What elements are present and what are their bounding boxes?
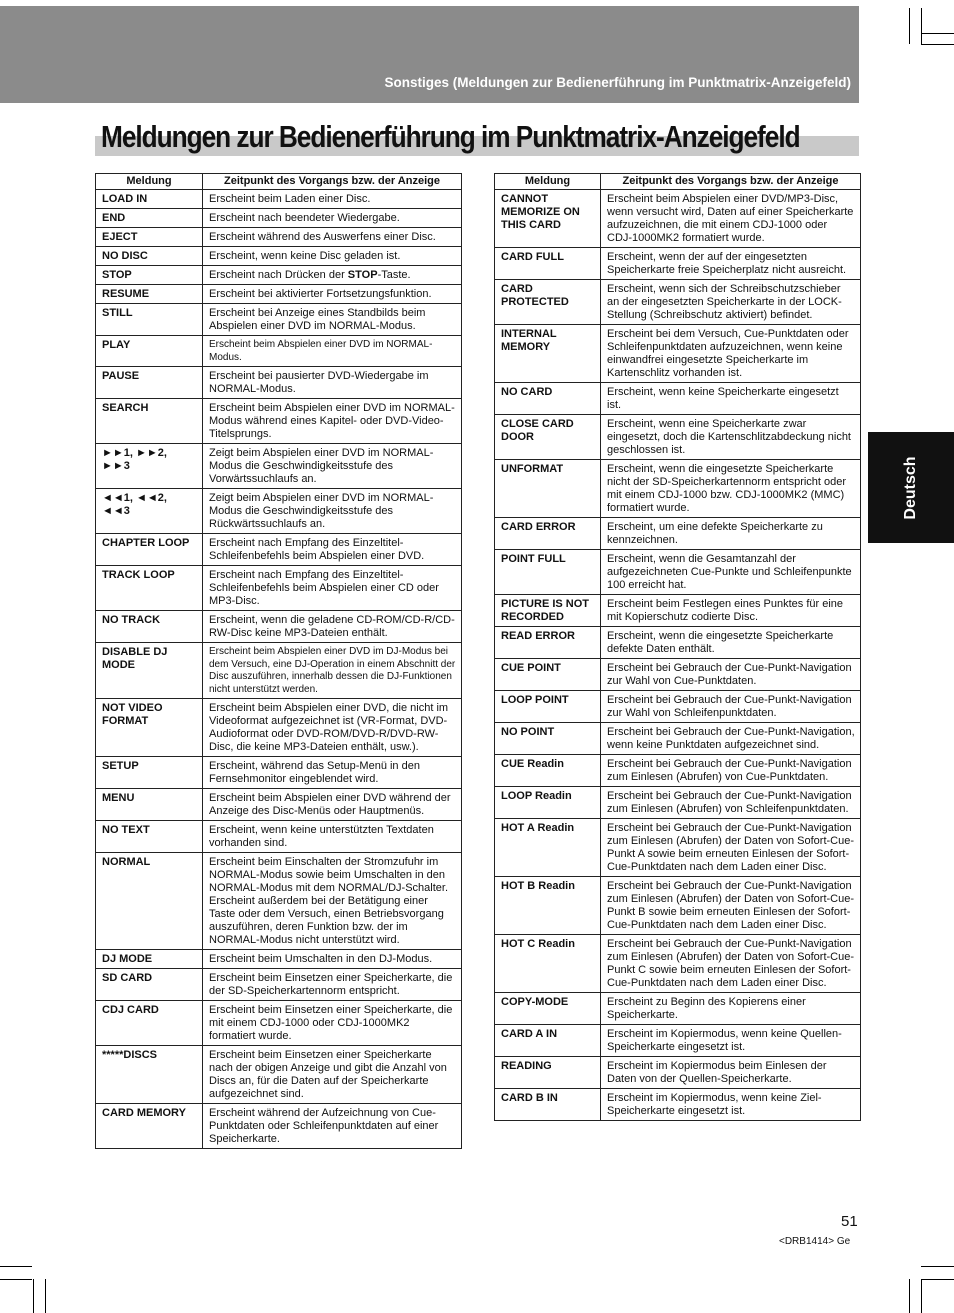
message-name: PAUSE — [96, 367, 203, 399]
message-description: Erscheint beim Einsetzen einer Speicherkarte, die der SD-Speicherkartennorm entspricht. — [203, 969, 462, 1001]
column-header-timing: Zeitpunkt des Vorgangs bzw. der Anzeige — [601, 174, 861, 190]
message-description: Erscheint bei pausierter DVD-Wiedergabe im NORMAL-Modus. — [203, 367, 462, 399]
description-key-name: STOP — [347, 269, 378, 281]
table-row — [96, 209, 462, 228]
table-row — [495, 460, 861, 518]
message-description: Erscheint bei Gebrauch der Cue-Punkt-Navigation zur Wahl von Cue-Punktdaten. — [601, 659, 861, 691]
table-row — [96, 699, 462, 757]
message-description: Erscheint beim Einsetzen einer Speicherkarte nach der obigen Anzeige und gibt die Anzahl von Discs an, für die Daten auf der Speicherkarte aufgezeichnet sind. — [203, 1046, 462, 1104]
message-description: Erscheint beim Festlegen eines Punktes für eine mit Kopierschutz codierte Disc. — [601, 595, 861, 627]
table-row — [495, 518, 861, 550]
table-row — [495, 993, 861, 1025]
message-description: Erscheint bei Gebrauch der Cue-Punkt-Navigation zum Einlesen (Abrufen) von Cue-Punktdaten. — [601, 755, 861, 787]
table-row — [495, 248, 861, 280]
table-row — [96, 611, 462, 643]
message-description: Erscheint beim Abspielen einer DVD/MP3-Disc, wenn versucht wird, Daten auf einer Speicherkarte aufzuzeichnen, die mit einem CDJ-1000 oder CDJ-1000MK2 formatiert wurde. — [601, 190, 861, 248]
table-row — [495, 691, 861, 723]
message-name: COPY-MODE — [495, 993, 601, 1025]
message-name: END — [96, 209, 203, 228]
table-row — [495, 1089, 861, 1121]
message-name: NORMAL — [96, 853, 203, 950]
table-row — [495, 755, 861, 787]
table-row — [495, 1057, 861, 1089]
message-name: PICTURE IS NOT RECORDED — [495, 595, 601, 627]
message-name: READING — [495, 1057, 601, 1089]
crop-mark — [0, 1266, 32, 1267]
table-row — [495, 787, 861, 819]
message-description: Erscheint während des Auswerfens einer Disc. — [203, 228, 462, 247]
table-row — [96, 534, 462, 566]
message-description: Erscheint bei Gebrauch der Cue-Punkt-Navigation zur Wahl von Schleifenpunktdaten. — [601, 691, 861, 723]
table-row — [495, 935, 861, 993]
table-row — [96, 190, 462, 209]
table-header-row — [495, 174, 861, 190]
page-title-area — [95, 120, 859, 158]
message-name: CLOSE CARD DOOR — [495, 415, 601, 460]
table-row — [495, 325, 861, 383]
table-row — [96, 304, 462, 336]
message-name: DISABLE DJ MODE — [96, 643, 203, 699]
crop-mark — [921, 33, 954, 34]
table-header-row — [96, 174, 462, 190]
table-row — [96, 247, 462, 266]
language-tab-label: Deutsch — [902, 455, 919, 520]
message-name: CARD ERROR — [495, 518, 601, 550]
message-description: Erscheint nach Empfang des Einzeltitel-Schleifenbefehls beim Abspielen einer CD oder MP3-Disc. — [203, 566, 462, 611]
message-name: RESUME — [96, 285, 203, 304]
message-description: Erscheint, wenn die geladene CD-ROM/CD-R/CD-RW-Disc keine MP3-Dateien enthält. — [203, 611, 462, 643]
message-name: HOT B Readin — [495, 877, 601, 935]
message-description: Erscheint bei Gebrauch der Cue-Punkt-Navigation zum Einlesen (Abrufen) der Daten von Sofort-Cue-Punkt A sowie beim erneuten Einlesen der Sofort-Cue-Punktdaten nach dem Laden einer Disc. — [601, 819, 861, 877]
message-description: Erscheint im Kopiermodus, wenn keine Quellen-Speicherkarte eingesetzt ist. — [601, 1025, 861, 1057]
message-name: ◄◄1, ◄◄2, ◄◄3 — [96, 489, 203, 534]
message-description: Erscheint nach beendeter Wiedergabe. — [203, 209, 462, 228]
table-row — [495, 659, 861, 691]
message-name: CARD MEMORY — [96, 1104, 203, 1149]
table-row — [96, 789, 462, 821]
page-title: Meldungen zur Bedienerführung im Punktmatrix-Anzeigefeld — [101, 120, 800, 154]
crop-mark — [909, 1279, 910, 1313]
crop-mark — [921, 8, 922, 44]
message-name: SD CARD — [96, 969, 203, 1001]
messages-table-left — [95, 173, 462, 1149]
message-name: CUE Readin — [495, 755, 601, 787]
table-row — [96, 950, 462, 969]
message-name: CARD PROTECTED — [495, 280, 601, 325]
message-name: READ ERROR — [495, 627, 601, 659]
table-row — [96, 643, 462, 699]
message-description: Erscheint im Kopiermodus beim Einlesen der Daten von der Quellen-Speicherkarte. — [601, 1057, 861, 1089]
table-row — [96, 969, 462, 1001]
table-row — [96, 399, 462, 444]
table-row — [495, 550, 861, 595]
message-description: Zeigt beim Abspielen einer DVD im NORMAL-Modus die Geschwindigkeitsstufe des Rückwärtssuchlaufs an. — [203, 489, 462, 534]
message-description: Erscheint, wenn eine Speicherkarte zwar eingesetzt, doch die Kartenschlitzabdeckung nicht geschlossen ist. — [601, 415, 861, 460]
table-row — [96, 266, 462, 285]
message-description: Erscheint, um eine defekte Speicherkarte zu kennzeichnen. — [601, 518, 861, 550]
column-header-message: Meldung — [495, 174, 601, 190]
table-row — [96, 1104, 462, 1149]
message-description: Erscheint beim Abspielen einer DVD, die nicht im Videoformat aufgezeichnet ist (VR-Format, DVD-Audioformat oder DVD-ROM/DVD-R/DVD-RW-Disc, die keine MP3-Dateien enthält, usw.). — [203, 699, 462, 757]
message-description: Erscheint beim Einschalten der Stromzufuhr im NORMAL-Modus sowie beim Umschalten in den NORMAL-Modus mit dem NORMAL/DJ-Schalter. Erscheint außerdem bei der Betätigung einer Taste oder dem Versuch, einen Betriebsvorgang auszuführen, deren Funktion bzw. der im NORMAL-Modus nicht unterstützt wird. — [203, 853, 462, 950]
table-row — [495, 819, 861, 877]
message-description: Erscheint beim Umschalten in den DJ-Modus. — [203, 950, 462, 969]
crop-mark — [0, 1279, 32, 1280]
message-name: UNFORMAT — [495, 460, 601, 518]
message-description: Zeigt beim Abspielen einer DVD im NORMAL-Modus die Geschwindigkeitsstufe des Vorwärtssuchlaufs an. — [203, 444, 462, 489]
message-description: Erscheint, wenn die eingesetzte Speicherkarte defekte Daten enthält. — [601, 627, 861, 659]
message-description: Erscheint während der Aufzeichnung von Cue-Punktdaten oder Schleifenpunktdaten auf einer Speicherkarte. — [203, 1104, 462, 1149]
message-description: Erscheint bei Gebrauch der Cue-Punkt-Navigation zum Einlesen (Abrufen) der Daten von Sofort-Cue-Punkt B sowie beim erneuten Einlesen der Sofort-Cue-Punktdaten nach dem Laden einer Disc. — [601, 877, 861, 935]
table-row — [96, 1046, 462, 1104]
table-row — [495, 415, 861, 460]
crop-mark — [921, 1279, 954, 1280]
page-number: 51 — [841, 1213, 858, 1230]
message-description: Erscheint, während das Setup-Menü in den Fernsehmonitor eingeblendet wird. — [203, 757, 462, 789]
crop-mark — [921, 1266, 954, 1267]
message-name: CUE POINT — [495, 659, 601, 691]
crop-mark — [921, 1279, 922, 1313]
message-name: CARD FULL — [495, 248, 601, 280]
message-description: Erscheint, wenn die eingesetzte Speicherkarte nicht der SD-Speicherkartennorm entspricht oder mit einem CDJ-1000 bzw. CDJ-1000MK2 (MMC) formatiert wurde. — [601, 460, 861, 518]
language-tab — [868, 432, 954, 543]
message-name: CARD B IN — [495, 1089, 601, 1121]
message-name: MENU — [96, 789, 203, 821]
description-text: Erscheint nach Drücken der — [209, 269, 348, 281]
message-name: NOT VIDEO FORMAT — [96, 699, 203, 757]
crop-mark — [33, 1279, 34, 1313]
table-row — [495, 595, 861, 627]
header-band — [0, 6, 859, 103]
message-description: Erscheint im Kopiermodus, wenn keine Ziel-Speicherkarte eingesetzt ist. — [601, 1089, 861, 1121]
message-description: Erscheint bei dem Versuch, Cue-Punktdaten oder Schleifenpunktdaten aufzuzeichnen, wenn keine einwandfrei eingesetzte Speicherkarte im Kartenschlitz vorhanden ist. — [601, 325, 861, 383]
message-description: Erscheint beim Abspielen einer DVD im NORMAL-Modus während eines Kapitel- oder DVD-Video-Titelsprungs. — [203, 399, 462, 444]
message-name: INTERNAL MEMORY — [495, 325, 601, 383]
message-description: Erscheint zu Beginn des Kopierens einer Speicherkarte. — [601, 993, 861, 1025]
message-name: LOOP POINT — [495, 691, 601, 723]
message-description: Erscheint, wenn der auf der eingesetzten Speicherkarte freie Speicherplatz nicht ausreicht. — [601, 248, 861, 280]
table-row — [495, 723, 861, 755]
crop-mark — [45, 1279, 46, 1313]
table-row — [495, 627, 861, 659]
message-description: Erscheint, wenn keine Disc geladen ist. — [203, 247, 462, 266]
message-name: SEARCH — [96, 399, 203, 444]
message-description: Erscheint beim Laden einer Disc. — [203, 190, 462, 209]
message-name: HOT A Readin — [495, 819, 601, 877]
table-row — [96, 566, 462, 611]
crop-mark — [909, 8, 910, 44]
message-name: LOAD IN — [96, 190, 203, 209]
description-text: -Taste. — [377, 269, 411, 281]
message-name: ►►1, ►►2, ►►3 — [96, 444, 203, 489]
message-name: HOT C Readin — [495, 935, 601, 993]
message-description: Erscheint, wenn die Gesamtanzahl der aufgezeichneten Cue-Punkte und Schleifenpunkte 100 erreicht hat. — [601, 550, 861, 595]
table-row — [96, 228, 462, 247]
message-description: Erscheint bei aktivierter Fortsetzungsfunktion. — [203, 285, 462, 304]
table-row — [96, 336, 462, 367]
column-header-timing: Zeitpunkt des Vorgangs bzw. der Anzeige — [203, 174, 462, 190]
table-row — [96, 821, 462, 853]
table-row — [495, 383, 861, 415]
message-name: EJECT — [96, 228, 203, 247]
message-description: Erscheint beim Abspielen einer DVD während der Anzeige des Disc-Menüs oder Hauptmenüs. — [203, 789, 462, 821]
message-name: NO TEXT — [96, 821, 203, 853]
table-row — [96, 367, 462, 399]
crop-mark — [921, 44, 954, 45]
message-name: LOOP Readin — [495, 787, 601, 819]
message-description: Erscheint beim Abspielen einer DVD im DJ-Modus bei dem Versuch, eine DJ-Operation in einem Abschnitt der Disc auszuführen, innerhalb dessen die DJ-Funktionen nicht unterstützt werden. — [203, 643, 462, 699]
message-name: CDJ CARD — [96, 1001, 203, 1046]
message-name: TRACK LOOP — [96, 566, 203, 611]
message-name: STOP — [96, 266, 203, 285]
message-name: NO TRACK — [96, 611, 203, 643]
message-description: Erscheint bei Gebrauch der Cue-Punkt-Navigation zum Einlesen (Abrufen) von Schleifenpunktdaten. — [601, 787, 861, 819]
message-name: NO DISC — [96, 247, 203, 266]
messages-table-right — [494, 173, 861, 1121]
message-name: DJ MODE — [96, 950, 203, 969]
table-row — [96, 489, 462, 534]
message-description: Erscheint bei Gebrauch der Cue-Punkt-Navigation, wenn keine Punktdaten aufgezeichnet sind. — [601, 723, 861, 755]
table-row — [96, 853, 462, 950]
table-row — [495, 280, 861, 325]
message-name: CARD A IN — [495, 1025, 601, 1057]
message-description: Erscheint beim Abspielen einer DVD im NORMAL-Modus. — [203, 336, 462, 367]
table-row — [96, 1001, 462, 1046]
message-description: Erscheint, wenn keine unterstützten Textdaten vorhanden sind. — [203, 821, 462, 853]
table-row — [495, 1025, 861, 1057]
message-description: Erscheint beim Einsetzen einer Speicherkarte, die mit einem CDJ-1000 oder CDJ-1000MK2 formatiert wurde. — [203, 1001, 462, 1046]
message-name: *****DISCS — [96, 1046, 203, 1104]
message-name: PLAY — [96, 336, 203, 367]
column-header-message: Meldung — [96, 174, 203, 190]
message-name: CANNOT MEMORIZE ON THIS CARD — [495, 190, 601, 248]
message-description: Erscheint bei Anzeige eines Standbilds beim Abspielen einer DVD im NORMAL-Modus. — [203, 304, 462, 336]
table-row — [96, 285, 462, 304]
message-description: Erscheint, wenn keine Speicherkarte eingesetzt ist. — [601, 383, 861, 415]
section-title: Sonstiges (Meldungen zur Bedienerführung im Punktmatrix-Anzeigefeld) — [384, 75, 851, 90]
message-description: Erscheint, wenn sich der Schreibschutzschieber an der eingesetzten Speicherkarte in der LOCK-Stellung (Schreibschutz aktiviert) befindet. — [601, 280, 861, 325]
table-row — [96, 444, 462, 489]
message-name: POINT FULL — [495, 550, 601, 595]
message-description: Erscheint bei Gebrauch der Cue-Punkt-Navigation zum Einlesen (Abrufen) der Daten von Sofort-Cue-Punkt C sowie beim erneuten Einlesen der Sofort-Cue-Punktdaten nach dem Laden einer Disc. — [601, 935, 861, 993]
table-row — [96, 757, 462, 789]
message-name: NO POINT — [495, 723, 601, 755]
document-code: <DRB1414> Ge — [779, 1236, 851, 1247]
message-name: CHAPTER LOOP — [96, 534, 203, 566]
message-name: NO CARD — [495, 383, 601, 415]
message-name: SETUP — [96, 757, 203, 789]
message-description: Erscheint nach Empfang des Einzeltitel-Schleifenbefehls beim Abspielen einer DVD. — [203, 534, 462, 566]
message-name: STILL — [96, 304, 203, 336]
table-row — [495, 190, 861, 248]
table-row — [495, 877, 861, 935]
message-description — [203, 266, 462, 285]
